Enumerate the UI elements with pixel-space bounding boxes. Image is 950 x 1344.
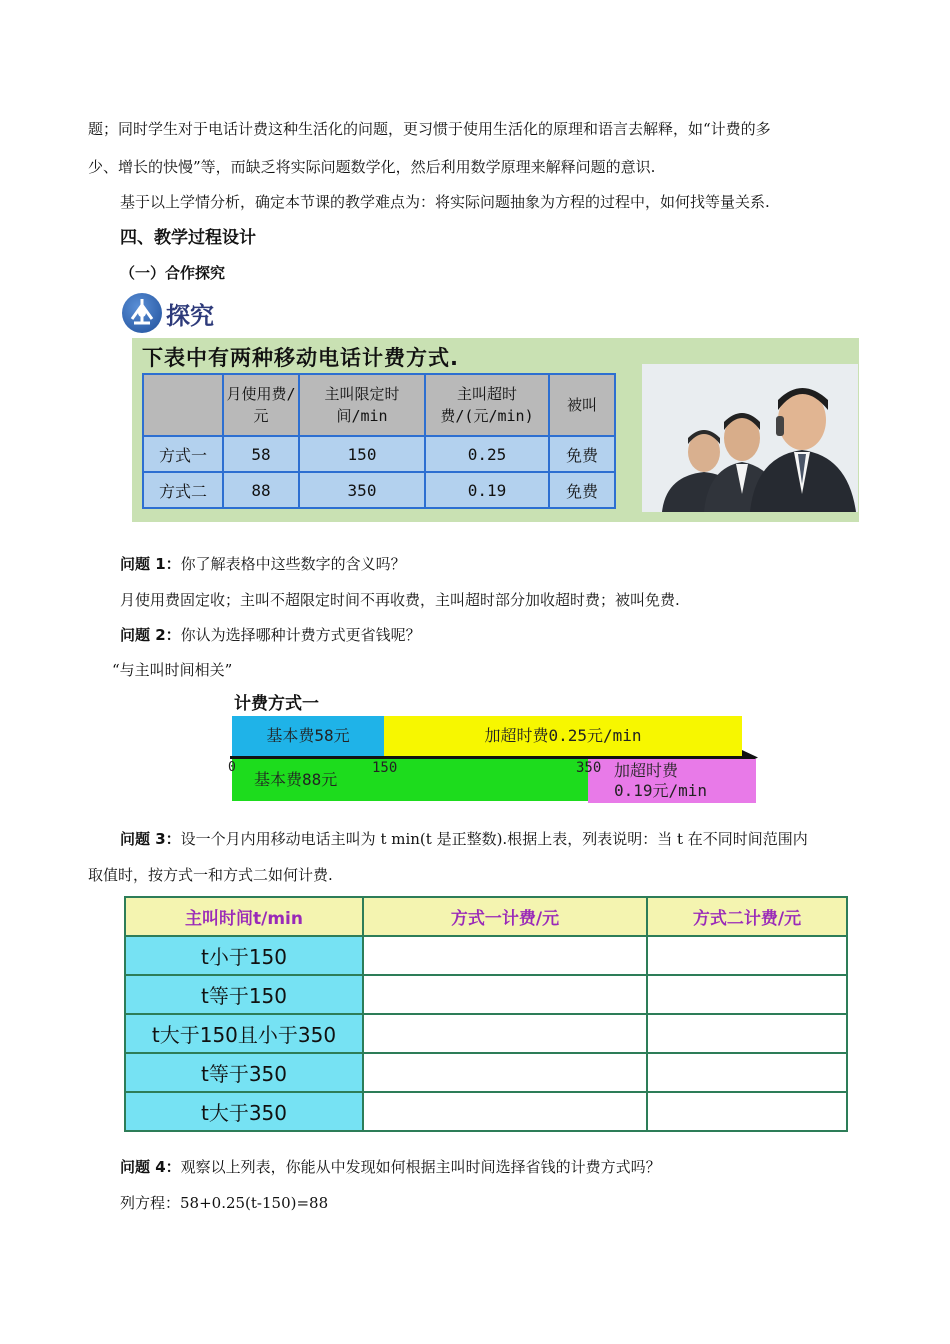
tick-0: 0 [228, 760, 236, 775]
pricing-table [142, 373, 616, 509]
segment-basic-88: 基本费88元 [232, 759, 588, 801]
header-plan-2: 方式二计费/元 [647, 897, 847, 936]
question-4: 问题 4：观察以上列表，你能从中发现如何根据主叫时间选择省钱的计费方式吗？ [120, 1158, 661, 1176]
plan-1-cell [363, 1092, 647, 1131]
billing-timeline-diagram [222, 684, 758, 804]
segment-overtime-019: 加超时费 0.19元/min [588, 759, 756, 803]
pricing-row [143, 436, 615, 472]
plan-1-cell [363, 936, 647, 975]
table-row [125, 975, 847, 1014]
question-3-cont: 取值时，按方式一和方式二如何计费. [88, 866, 333, 884]
pricing-header-empty [143, 374, 223, 436]
pricing-cell: 150 [299, 436, 425, 472]
plan-1-cell [363, 1014, 647, 1053]
pricing-row [143, 472, 615, 508]
equation: 列方程：58+0.25(t-150)=88 [120, 1194, 329, 1212]
explore-title: 下表中有两种移动电话计费方式. [142, 346, 459, 370]
para-analysis: 基于以上学情分析，确定本节课的教学难点为：将实际问题抽象为方程的过程中，如何找等量关系. [120, 193, 770, 211]
pricing-cell: 58 [223, 436, 299, 472]
businessmen-photo [642, 364, 858, 512]
range-cell: t大于150且小于350 [125, 1014, 363, 1053]
tick-150: 150 [372, 760, 398, 776]
question-2: 问题 2：你认为选择哪种计费方式更省钱呢？ [120, 626, 421, 644]
table-row [125, 1053, 847, 1092]
tick-350: 350 [576, 760, 602, 776]
question-3: 问题 3：设一个月内用移动电话主叫为 t min(t 是正整数).根据上表，列表说明：当 t 在不同时间范围内 [120, 830, 808, 848]
pricing-header-called: 被叫 [549, 374, 615, 436]
billing-compare-table [124, 896, 848, 1132]
diagram-title: 计费方式一 [234, 694, 319, 714]
answer-2: “与主叫时间相关” [112, 661, 233, 679]
explore-logo-icon [122, 293, 162, 333]
header-call-time: 主叫时间t/min [125, 897, 363, 936]
pricing-header-monthly: 月使用费/元 [223, 374, 299, 436]
plan-1-cell [363, 975, 647, 1014]
subsection-heading: （一）合作探究 [120, 264, 226, 282]
pricing-cell: 免费 [549, 472, 615, 508]
plan-2-cell [647, 936, 847, 975]
pricing-header-limit: 主叫限定时间/min [299, 374, 425, 436]
para-line-2: 少、增长的快慢”等，而缺乏将实际问题数学化，然后利用数学原理来解释问题的意识. [88, 158, 656, 176]
pricing-cell: 免费 [549, 436, 615, 472]
pricing-cell: 350 [299, 472, 425, 508]
plan-2-cell [647, 1014, 847, 1053]
section-heading: 四、教学过程设计 [120, 228, 256, 248]
plan-2-cell [647, 1092, 847, 1131]
header-plan-1: 方式一计费/元 [363, 897, 647, 936]
range-cell: t等于350 [125, 1053, 363, 1092]
para-line-1: 题；同时学生对于电话计费这种生活化的问题，更习惯于使用生活化的原理和语言去解释，如“计费的多 [88, 120, 771, 138]
range-cell: t大于350 [125, 1092, 363, 1131]
segment-basic-58: 基本费58元 [232, 716, 384, 756]
segment-overtime-025: 加超时费0.25元/min [384, 716, 742, 756]
plan-2-cell [647, 1053, 847, 1092]
plan-1-cell [363, 1053, 647, 1092]
plan-2-cell [647, 975, 847, 1014]
table-header-row [125, 897, 847, 936]
range-cell: t等于150 [125, 975, 363, 1014]
pricing-cell: 方式一 [143, 436, 223, 472]
range-cell: t小于150 [125, 936, 363, 975]
table-row [125, 1092, 847, 1131]
pricing-cell: 88 [223, 472, 299, 508]
explore-label: 探究 [166, 302, 214, 330]
pricing-cell: 0.19 [425, 472, 549, 508]
pricing-header-overtime: 主叫超时费/(元/min) [425, 374, 549, 436]
answer-1: 月使用费固定收；主叫不超限定时间不再收费，主叫超时部分加收超时费；被叫免费. [120, 591, 680, 609]
table-row [125, 1014, 847, 1053]
table-row [125, 936, 847, 975]
question-1: 问题 1：你了解表格中这些数字的含义吗？ [120, 555, 406, 573]
pricing-cell: 0.25 [425, 436, 549, 472]
pricing-cell: 方式二 [143, 472, 223, 508]
